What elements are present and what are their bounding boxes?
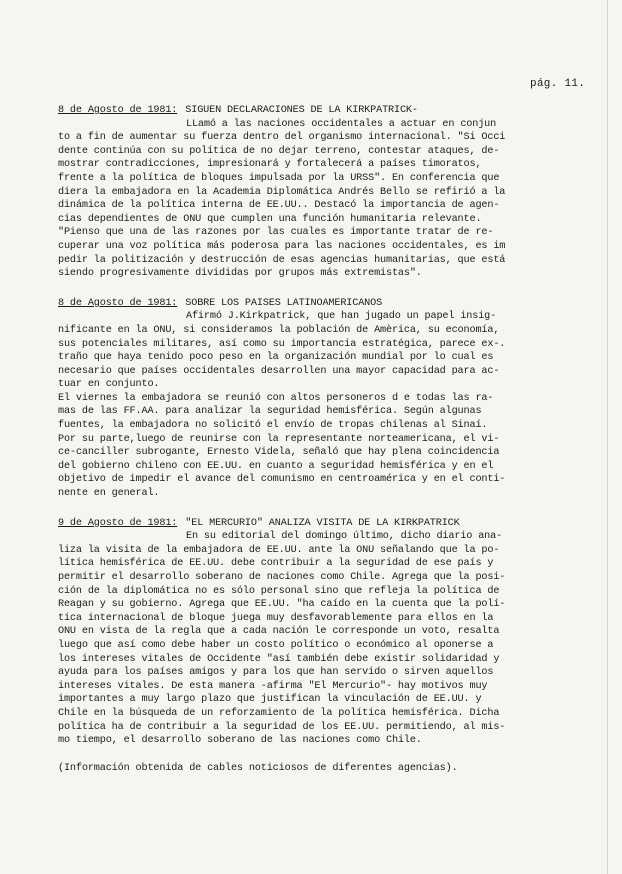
text-line: traño que haya tenido poco peso en la organización mundial por lo cual es [58, 352, 494, 364]
text-line: siendo progresivamente divididas por grupos más extremistas". [58, 268, 422, 280]
text-line: ONU en vista de la regla que a cada nación le corresponde un voto, resalta [58, 626, 500, 638]
text-line: En su editorial del domingo último, dicho diario ana- [186, 531, 503, 543]
text-line: mostrar contradicciones, impresionará y fortalecerá a países timoratos, [58, 159, 482, 171]
text-line: importantes a muy largo plazo que justifican la vinculación de EE.UU. y [58, 694, 482, 706]
section-text [58, 530, 558, 748]
text-line: luego que así como debe haber un costo político o económico al oponerse a [58, 639, 494, 651]
text-line: dente continúa con su política de no dejar terreno, contestar ataques, de- [58, 145, 500, 157]
section-el-mercurio-analysis [58, 517, 558, 748]
section-text [58, 118, 558, 281]
text-line: cias dependientes de ONU que cumplen una función humanitaria relevante. [58, 213, 482, 225]
text-line: pedir la politización y destrucción de esas agencias humanitarias, que está [58, 254, 506, 266]
text-line: dinámica de la política interna de EE.UU.. Destacó la importancia de agen- [58, 200, 500, 212]
document-body [58, 104, 558, 775]
text-line: los intereses vitales de Occidente "así también debe existir solidaridad y [58, 653, 500, 665]
page-edge [607, 0, 608, 874]
text-line: lítica hemisférica de EE.UU. debe contribuir a la seguridad de ese país y [58, 558, 494, 570]
text-line: necesario que países occidentales desarrollen una mayor capacidad para ac- [58, 365, 500, 377]
text-line: liza la visita de la embajadora de EE.UU. ante la ONU señalando que la po- [58, 544, 500, 556]
text-line: sus potenciales militares, así como su importancia estratégica, parece ex-. [58, 338, 506, 350]
page-number: pág. 11. [530, 78, 586, 90]
text-line: diera la embajadora en la Academia Diplomática Andrés Bello se refirió a la [58, 186, 506, 198]
section-heading [58, 517, 558, 531]
text-line: Afirmó J.Kirkpatrick, que han jugado un papel insig- [186, 311, 497, 323]
text-line: tica internacional de bloque juega muy desfavorablemente para ellos en la [58, 612, 494, 624]
text-line: LLamó a las naciones occidentales a actuar en conjun [186, 118, 497, 130]
text-line: ayuda para los países amigos y para los que han servido o sirven aquellos [58, 667, 494, 679]
text-line: ce-canciller subrogante, Ernesto Videla, señaló que hay plena coincidencia [58, 447, 500, 459]
section-title: "EL MERCURIO" ANALIZA VISITA DE LA KIRKPATRICK [185, 517, 460, 529]
text-line: ción de la diplomática no es sólo personal sino que refleja la política de [58, 585, 500, 597]
text-line: to a fin de aumentar su fuerza dentro del organismo internacional. "Si Occi [58, 132, 506, 144]
section-date: 9 de Agosto de 1981: [58, 517, 178, 529]
text-line: fuentes, la embajadora no solicitó el envío de tropas chilenas al Sinaí. [58, 420, 488, 432]
text-line: nificante en la ONU, si consideramos la población de Amèrica, su economía, [58, 324, 500, 336]
section-text [58, 310, 558, 500]
section-heading [58, 297, 558, 311]
text-line: tuar en conjunto. [58, 379, 160, 391]
text-line: mo tiempo, el desarrollo soberano de las naciones como Chile. [58, 735, 422, 747]
section-latin-american-countries [58, 297, 558, 501]
text-line: intereses vitales. De esta manera -afirma "El Mercurio"- hay motivos muy [58, 680, 488, 692]
section-kirkpatrick-declarations [58, 104, 558, 281]
text-line: Por su parte,luego de reunirse con la representante norteamericana, el vi- [58, 433, 500, 445]
text-line: "Pienso que una de las razones por las cuales es importante tratar de re- [58, 227, 494, 239]
text-line: nente en general. [58, 488, 160, 500]
text-line: mas de las FF.AA. para analizar la seguridad hemisférica. Según algunas [58, 406, 482, 418]
text-line: permitir el desarrollo soberano de naciones como Chile. Agrega que la posi- [58, 572, 506, 583]
text-line: del gobierno chileno con EE.UU. en cuanto a seguridad hemisférica y en el [58, 460, 494, 472]
section-heading [58, 104, 558, 118]
section-title: SOBRE LOS PAISES LATINOAMERICANOS [185, 297, 383, 309]
section-title: SIGUEN DECLARACIONES DE LA KIRKPATRICK- [185, 105, 418, 116]
text-line: Chile en la búsqueda de un reforzamiento de la política hemisférica. Dicha [58, 707, 500, 719]
section-date: 8 de Agosto de 1981: [58, 297, 178, 309]
text-line: El viernes la embajadora se reunió con altos personeros d e todas las ra- [58, 392, 494, 404]
text-line: cuperar una voz política más poderosa para las naciones occidentales, es im [58, 240, 506, 252]
source-note: (Información obtenida de cables noticiosos de diferentes agencias). [58, 762, 458, 774]
text-line: frente a la política de bloques impulsada por la URSS". En conferencia que [58, 172, 500, 184]
text-line: Reagan y su gobierno. Agrega que EE.UU. "ha caído en la cuenta que la polí- [58, 599, 506, 611]
text-line: política ha de contribuir a la seguridad de los EE.UU. permitiendo, al mis- [58, 721, 506, 733]
text-line: objetivo de impedir el avance del comunismo en centroamérica y en el conti- [58, 474, 506, 486]
section-date: 8 de Agosto de 1981: [58, 105, 178, 116]
